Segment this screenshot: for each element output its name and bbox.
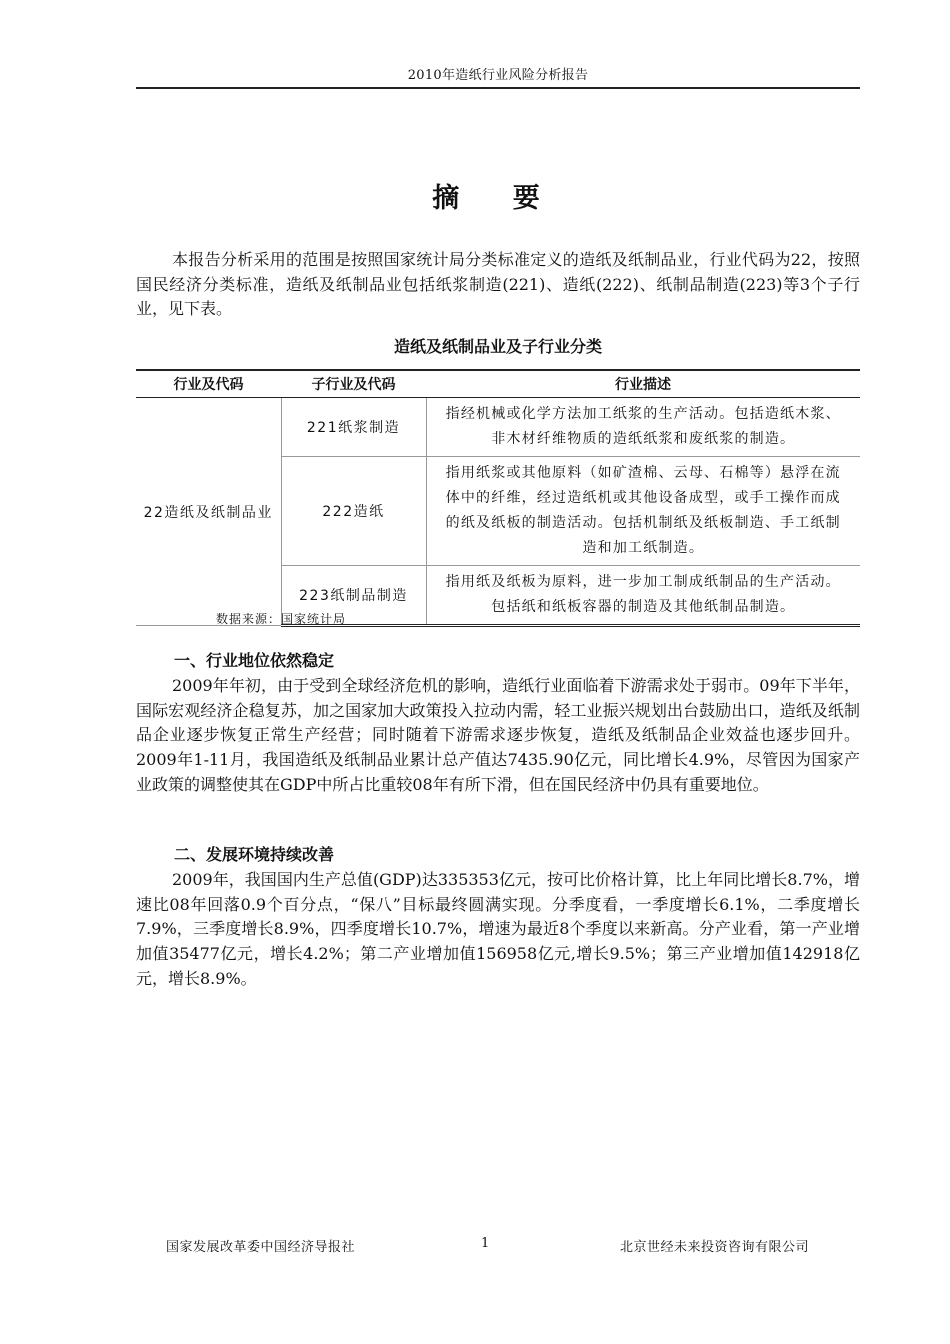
table-caption: 造纸及纸制品业及子行业分类: [393, 337, 602, 356]
section-body-2: 2009年，我国国内生产总值(GDP)达335353亿元，按可比价格计算，比上年同比增长8.7%，增速比08年回落0.9个百分点，“保八”目标最终圆满实现。分季度看，一季度增长6.1%，二季度增长7.9%，三季度增长8.9%，四季度增长10.7%，增速为最近8个季度以来新高。分产业看，第一产业增加值35477亿元，增长4.2%；第二产业增加值156958亿元,增长9.5%；第三产业增加值142918亿元，增长8.9%。: [136, 870, 860, 988]
subindustry-cell: 222造纸: [281, 457, 426, 566]
intro-paragraph: 本报告分析采用的范围是按照国家统计局分类标准定义的造纸及纸制品业，行业代码为22，按照国民经济分类标准，造纸及纸制品业包括纸浆制造(221)、造纸(222)、纸制品制造(223)等3个子行业，见下表。: [136, 250, 860, 319]
subindustry-cell: 221纸浆制造: [281, 398, 426, 457]
section-heading-1: 一、行业地位依然稳定: [174, 651, 335, 670]
page-header: 2010年造纸行业风险分析报告: [407, 68, 589, 83]
page-number: 1: [481, 1236, 490, 1251]
description-cell: 指用纸及纸板为原料，进一步加工制成纸制品的生产活动。包括纸和纸板容器的制造及其他纸制品制造。: [426, 566, 860, 626]
table-header-row: [136, 370, 860, 398]
table-row: [136, 398, 860, 457]
column-header-industry: 行业及代码: [136, 370, 281, 398]
footer-right: 北京世经未来投资咨询有限公司: [620, 1240, 810, 1255]
footer-left: 国家发展改革委中国经济导报社: [166, 1240, 356, 1255]
section-heading-2: 二、发展环境持续改善: [174, 845, 335, 864]
description-cell: 指用纸浆或其他原料（如矿渣棉、云母、石棉等）悬浮在流体中的纤维，经过造纸机或其他设备成型，或手工操作而成的纸及纸板的制造活动。包括机制纸及纸板制造、手工纸制造和加工纸制造。: [426, 457, 860, 566]
section-body-1: 2009年年初，由于受到全球经济危机的影响，造纸行业面临着下游需求处于弱市。09年下半年，国际宏观经济企稳复苏，加之国家加大政策投入拉动内需，轻工业振兴规划出台鼓励出口，造纸及纸制品企业逐步恢复正常生产经营；同时随着下游需求逐步恢复，造纸及纸制品企业效益也逐步回升。2009年1-11月，我国造纸及纸制品业累计总产值达7435.90亿元，同比增长4.9%，尽管因为国家产业政策的调整使其在GDP中所占比重较08年有所下滑，但在国民经济中仍具有重要地位。: [136, 676, 860, 794]
abstract-title: 摘 要: [432, 183, 562, 214]
column-header-description: 行业描述: [426, 370, 860, 398]
column-header-subindustry: 子行业及代码: [281, 370, 426, 398]
header-rule: [136, 87, 860, 89]
industry-cell: 22造纸及纸制品业: [136, 398, 281, 626]
data-source-note: 数据来源：国家统计局: [216, 612, 347, 626]
description-cell: 指经机械或化学方法加工纸浆的生产活动。包括造纸木浆、非木材纤维物质的造纸纸浆和废纸浆的制造。: [426, 398, 860, 457]
classification-table: [136, 369, 860, 627]
subindustry-cell: 223纸制品制造: [281, 566, 426, 626]
